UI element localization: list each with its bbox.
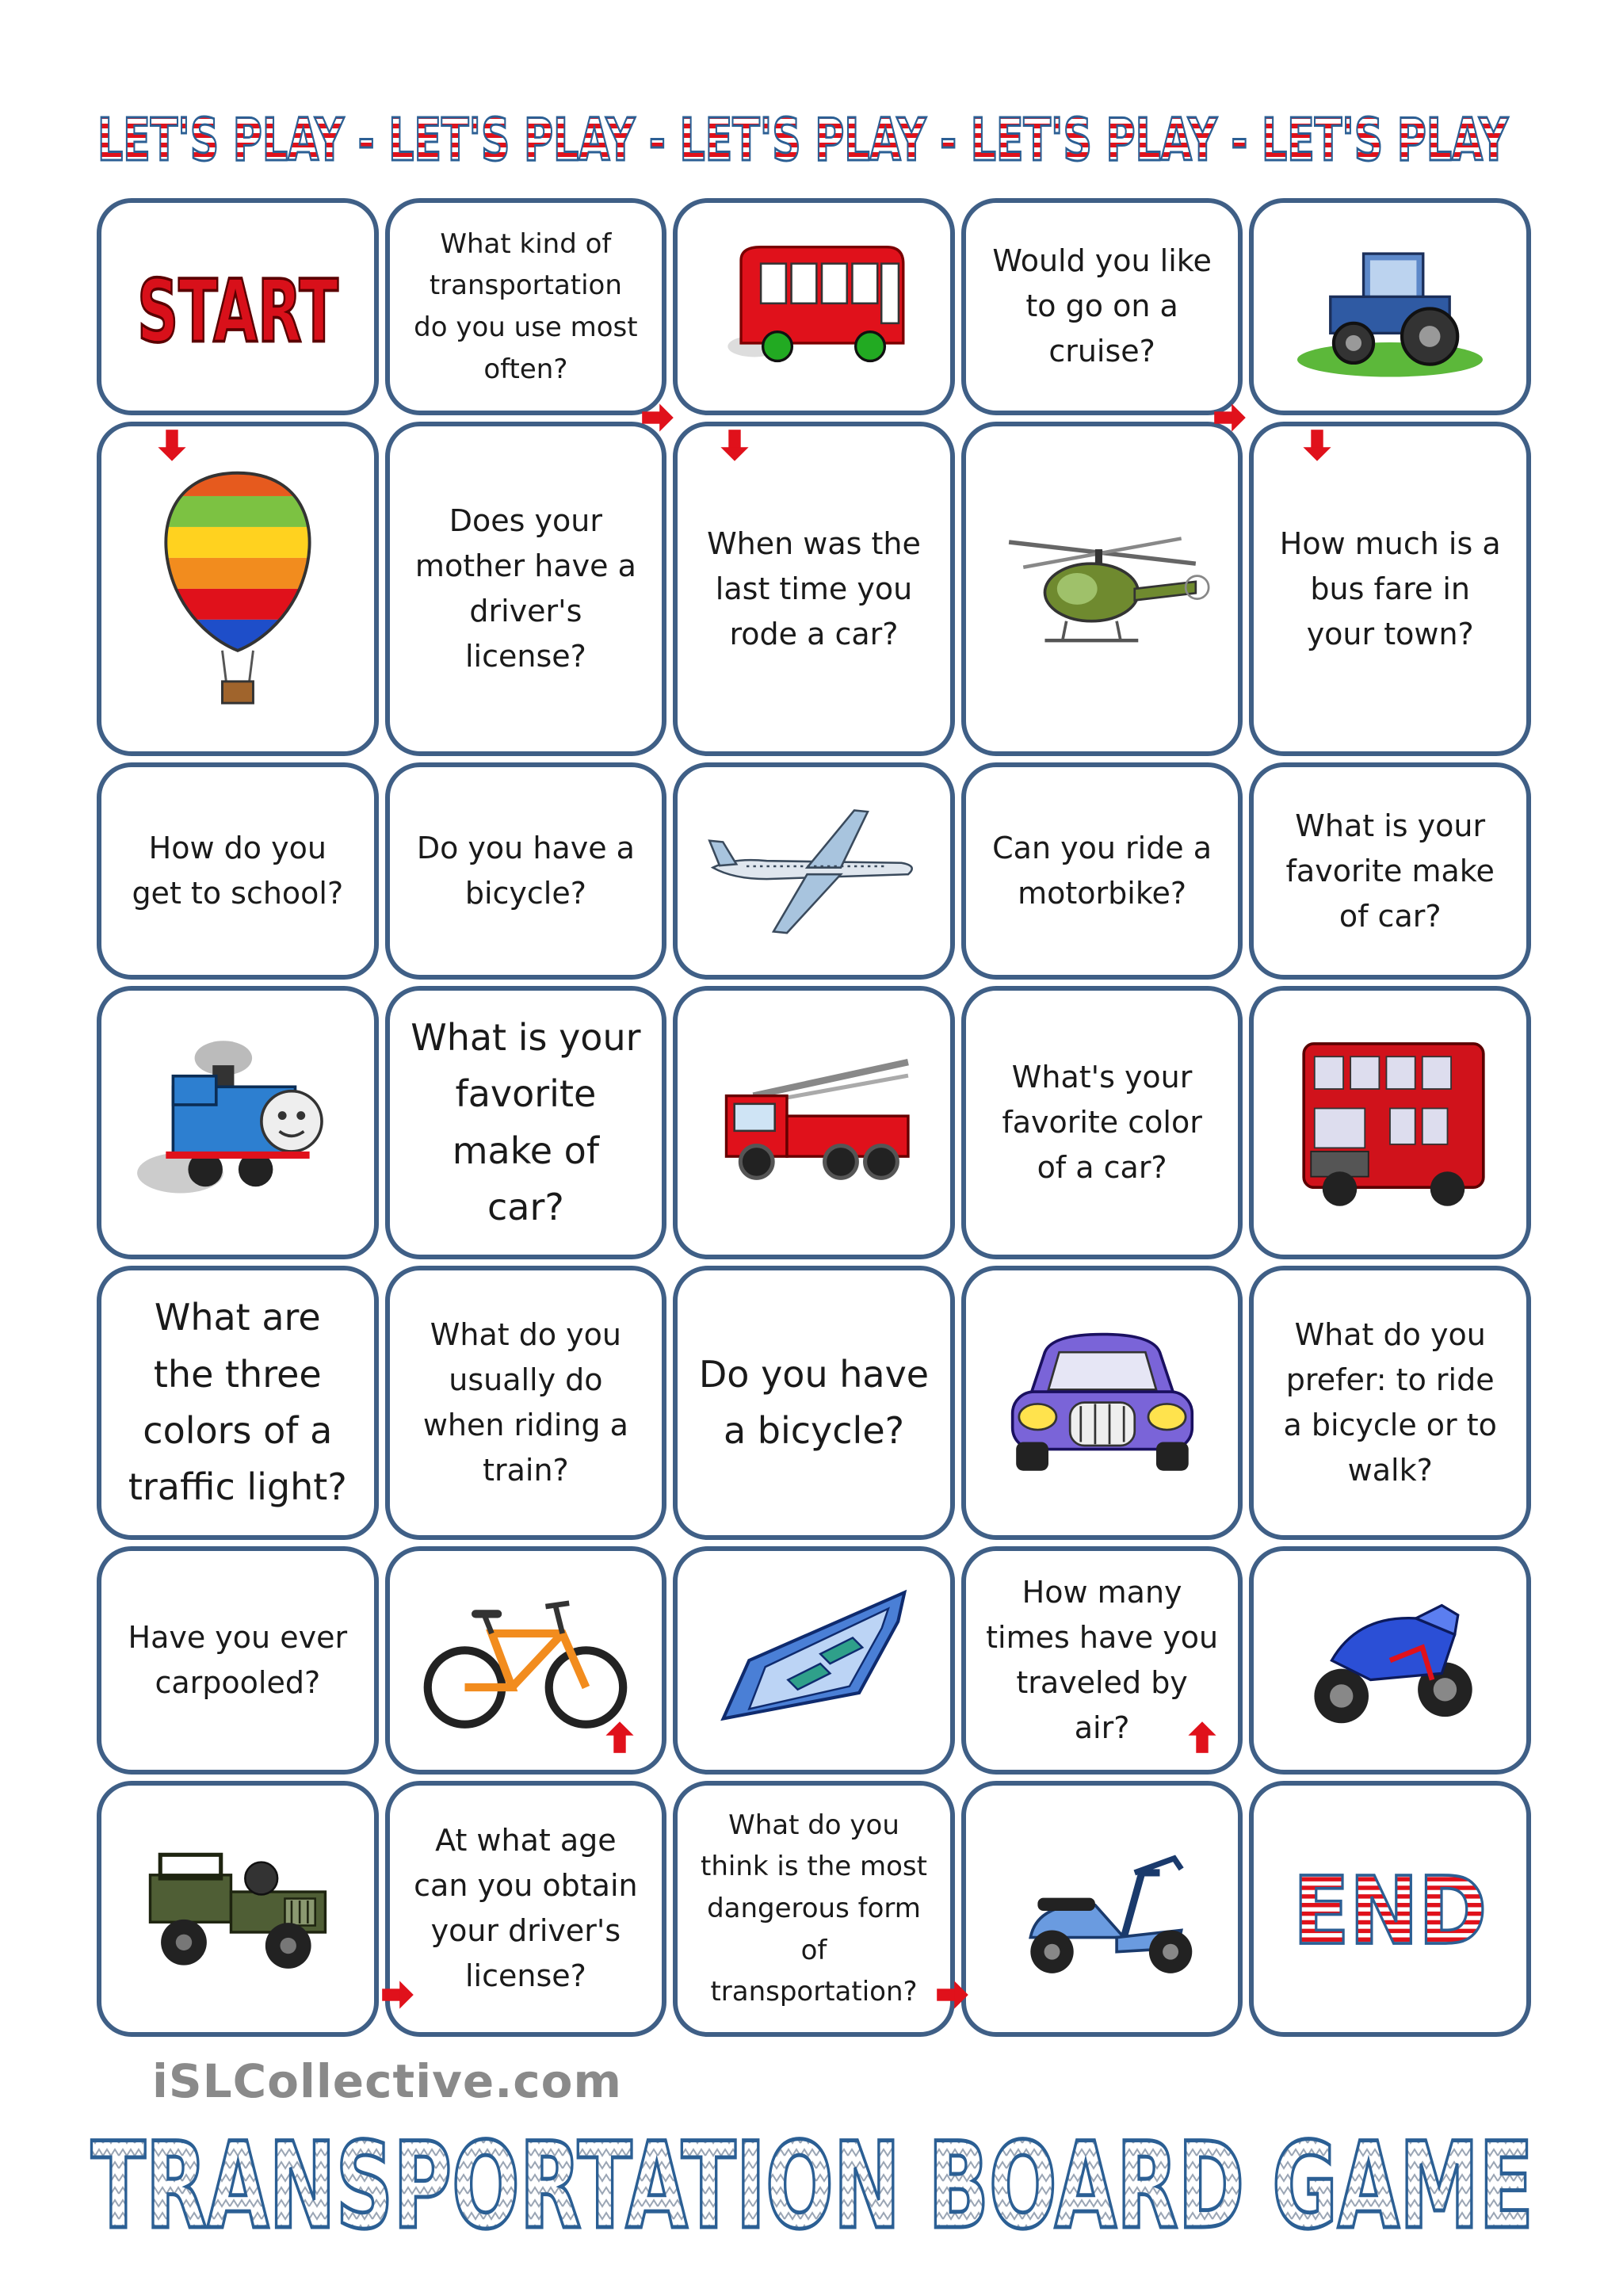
motorbike-icon bbox=[1273, 1570, 1507, 1751]
picture-square[interactable] bbox=[97, 986, 379, 1259]
question-square[interactable] bbox=[961, 762, 1243, 980]
game-board bbox=[97, 198, 1531, 2037]
question-text: When was the last time you rode a car? bbox=[707, 525, 921, 651]
svg-text:END: END bbox=[1293, 1856, 1487, 1966]
question-square[interactable] bbox=[97, 1546, 379, 1775]
site-credit: iSLCollective.com bbox=[152, 2054, 622, 2108]
picture-square[interactable] bbox=[1249, 198, 1531, 415]
question-square[interactable] bbox=[385, 198, 667, 415]
question-square[interactable] bbox=[673, 422, 955, 757]
question-square[interactable] bbox=[1249, 762, 1531, 980]
end-square[interactable] bbox=[1249, 1781, 1531, 2037]
fire-truck-icon bbox=[697, 1010, 931, 1236]
question-text: What do you think is the most dangerous form of transportation? bbox=[701, 1809, 927, 2008]
banner bbox=[94, 95, 1512, 174]
question-text: What's your favorite color of a car? bbox=[1002, 1060, 1202, 1186]
question-text: How much is a bus fare in your town? bbox=[1279, 525, 1501, 651]
question-text: Have you ever carpooled? bbox=[128, 1619, 348, 1700]
question-square[interactable] bbox=[385, 1781, 667, 2037]
question-text: What do you usually do when riding a train? bbox=[422, 1316, 628, 1488]
question-square[interactable] bbox=[97, 762, 379, 980]
question-square[interactable] bbox=[1249, 1266, 1531, 1539]
question-text: Can you ride a motorbike? bbox=[992, 831, 1212, 911]
banner-text: LET'S PLAY - LET'S PLAY - LET'S PLAY - LET'S PLAY - LET'S PLAY bbox=[97, 106, 1509, 174]
picture-square[interactable] bbox=[961, 422, 1243, 757]
game-title bbox=[87, 2108, 1537, 2256]
question-square[interactable] bbox=[97, 1266, 379, 1539]
game-title-text: TRANSPORTATION BOARD GAME bbox=[91, 2118, 1534, 2256]
question-text: What is your favorite make of car? bbox=[411, 1016, 641, 1229]
question-text: At what age can you obtain your driver's license? bbox=[414, 1823, 638, 1994]
question-text: How do you get to school? bbox=[132, 831, 344, 911]
arrow-down-icon bbox=[717, 428, 752, 463]
arrow-up-icon bbox=[1185, 1720, 1220, 1755]
double-decker-bus-icon bbox=[1273, 1010, 1507, 1236]
picture-square[interactable] bbox=[1249, 986, 1531, 1259]
arrow-down-icon bbox=[155, 428, 189, 463]
train-icon bbox=[120, 1010, 355, 1236]
car-icon bbox=[985, 1289, 1220, 1515]
airplane-icon bbox=[697, 786, 931, 956]
start-label bbox=[130, 234, 346, 380]
question-square[interactable] bbox=[385, 422, 667, 757]
arrow-down-icon bbox=[1300, 428, 1335, 463]
arrow-right-icon bbox=[380, 1977, 415, 2012]
boat-icon bbox=[697, 1570, 931, 1751]
scooter-icon bbox=[985, 1805, 1220, 2013]
picture-square[interactable] bbox=[1249, 1546, 1531, 1775]
picture-square[interactable] bbox=[673, 762, 955, 980]
banner-art bbox=[94, 95, 1512, 174]
question-text: What kind of transportation do you use most often? bbox=[414, 227, 638, 385]
tractor-icon bbox=[1273, 222, 1507, 392]
bus-icon bbox=[697, 222, 931, 392]
question-text: How many times have you traveled by air? bbox=[986, 1574, 1219, 1745]
question-text: Would you like to go on a cruise? bbox=[992, 243, 1212, 369]
question-square[interactable] bbox=[961, 986, 1243, 1259]
jeep-icon bbox=[120, 1805, 355, 2013]
question-square[interactable] bbox=[673, 1266, 955, 1539]
question-text: What is your favorite make of car? bbox=[1285, 808, 1495, 934]
question-text: Do you have a bicycle? bbox=[416, 831, 635, 911]
arrow-right-icon bbox=[935, 1977, 970, 2012]
question-square[interactable] bbox=[385, 1266, 667, 1539]
question-text: Does your mother have a driver's license? bbox=[414, 503, 636, 674]
picture-square[interactable] bbox=[961, 1266, 1243, 1539]
picture-square[interactable] bbox=[961, 1781, 1243, 2037]
end-label bbox=[1282, 1819, 1498, 1999]
picture-square[interactable] bbox=[673, 986, 955, 1259]
helicopter-icon bbox=[985, 445, 1220, 733]
svg-text:START: START bbox=[136, 261, 338, 362]
arrow-right-icon bbox=[640, 400, 675, 435]
hot-air-balloon-icon bbox=[120, 445, 355, 733]
question-text: What do you prefer: to ride a bicycle or to walk? bbox=[1283, 1316, 1497, 1488]
arrow-right-icon bbox=[1212, 400, 1247, 435]
question-square[interactable] bbox=[385, 762, 667, 980]
question-square[interactable] bbox=[961, 198, 1243, 415]
picture-square[interactable] bbox=[97, 422, 379, 757]
picture-square[interactable] bbox=[97, 1781, 379, 2037]
picture-square[interactable] bbox=[673, 198, 955, 415]
question-text: What are the three colors of a traffic light? bbox=[128, 1296, 347, 1509]
arrow-up-icon bbox=[602, 1720, 637, 1755]
picture-square[interactable] bbox=[673, 1546, 955, 1775]
start-square[interactable] bbox=[97, 198, 379, 415]
question-square[interactable] bbox=[673, 1781, 955, 2037]
question-text: Do you have a bicycle? bbox=[698, 1352, 930, 1452]
question-square[interactable] bbox=[385, 986, 667, 1259]
question-square[interactable] bbox=[1249, 422, 1531, 757]
